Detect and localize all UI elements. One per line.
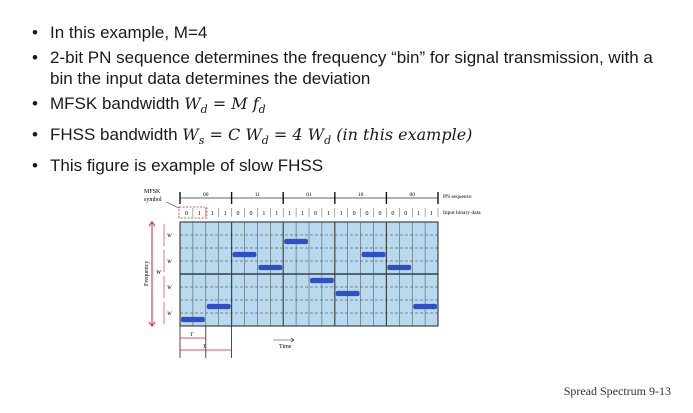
- bullet-dot-icon: •: [32, 48, 38, 67]
- input-bit: 1: [197, 211, 201, 217]
- bullet-text: In this example, M=4: [50, 23, 208, 42]
- ts-label: T: [202, 344, 206, 350]
- bullet-example-m: [30, 22, 670, 43]
- input-bit: 1: [339, 211, 343, 217]
- hop-marker: [362, 252, 386, 257]
- hop-marker: [258, 265, 282, 270]
- pn-symbol-label: 11: [254, 192, 261, 198]
- bullet-prefix: FHSS bandwidth: [50, 125, 183, 145]
- frequency-axis-label: Frequency: [144, 260, 150, 286]
- input-bit: 0: [249, 211, 253, 217]
- slow-fhss-figure: [136, 186, 516, 358]
- tc-label: T: [189, 332, 193, 338]
- symbol-pointer: [166, 202, 179, 208]
- input-bit: 0: [404, 211, 408, 217]
- frequency-grid: [180, 222, 438, 326]
- hop-marker: [181, 317, 205, 322]
- formula-text: $W_d = M$ $f_d$: [184, 94, 266, 117]
- pn-symbol-label: 01: [306, 192, 312, 198]
- wd-label: W: [167, 233, 172, 239]
- pn-symbol-label: 00: [203, 192, 209, 198]
- hop-marker: [387, 265, 411, 270]
- bullet-dot-icon: •: [32, 156, 38, 176]
- input-bit: 1: [223, 211, 227, 217]
- formula-text: $W_s = C$ $W_d = 4$ $W_d$ (in this example): [182, 125, 473, 148]
- input-bit: 1: [275, 211, 279, 217]
- input-bit: 1: [430, 211, 434, 217]
- input-bit: 0: [391, 211, 395, 217]
- bullet-slow-fhss: [30, 155, 670, 176]
- input-bit: 1: [301, 211, 305, 217]
- input-bit: 1: [326, 211, 330, 217]
- bullet-dot-icon: •: [32, 23, 38, 42]
- input-bit: 0: [184, 211, 188, 217]
- bullet-list: [30, 22, 670, 180]
- slide-footer: Spread Spectrum 9-13: [563, 384, 671, 398]
- input-bit: 0: [236, 211, 240, 217]
- fhss-diagram: [136, 186, 516, 358]
- mfsk-bandwidth-formula: [184, 94, 266, 117]
- bullet-prefix: MFSK bandwidth: [50, 94, 185, 113]
- input-bit: 1: [210, 211, 214, 217]
- bullet-dot-icon: •: [32, 125, 38, 145]
- mfsk-label: MFSK: [144, 189, 161, 195]
- time-axis-label: Time: [279, 344, 292, 350]
- ws-label: W: [156, 270, 161, 276]
- pn-sequence-row: [180, 192, 438, 204]
- wd-label: W: [167, 311, 172, 317]
- bullet-pn-sequence: [30, 47, 670, 89]
- hop-marker: [310, 278, 334, 283]
- input-bit: 0: [365, 211, 369, 217]
- hop-marker: [207, 304, 231, 309]
- pn-sequence-label: PN sequence: [443, 194, 472, 200]
- input-bit: 1: [288, 211, 292, 217]
- hop-marker: [336, 291, 360, 296]
- input-bit: 0: [313, 211, 317, 217]
- wd-label: W: [167, 285, 172, 291]
- input-bit: 0: [352, 211, 356, 217]
- input-bits-row: [166, 202, 438, 218]
- input-bit: 1: [262, 211, 266, 217]
- wd-label: W: [167, 259, 172, 265]
- symbol-label: symbol: [144, 197, 162, 203]
- input-data-label: Input binary data: [443, 210, 481, 216]
- pn-symbol-label: 10: [357, 192, 364, 198]
- pn-symbol-label: 00: [409, 192, 415, 198]
- input-bit: 1: [417, 211, 421, 217]
- bullet-mfsk-bandwidth: [30, 93, 670, 120]
- bullet-dot-icon: •: [32, 94, 38, 113]
- hop-marker: [233, 252, 257, 257]
- hop-marker: [413, 304, 437, 309]
- bullet-text: This figure is example of slow FHSS: [50, 156, 324, 176]
- hop-marker: [284, 239, 308, 244]
- fhss-bandwidth-formula: [182, 125, 473, 148]
- input-bit: 0: [378, 211, 382, 217]
- bullet-text: 2-bit PN sequence determines the frequency “bin” for signal transmission, with a bin the input data determines the deviation: [50, 48, 653, 88]
- bullet-fhss-bandwidth: [30, 124, 670, 151]
